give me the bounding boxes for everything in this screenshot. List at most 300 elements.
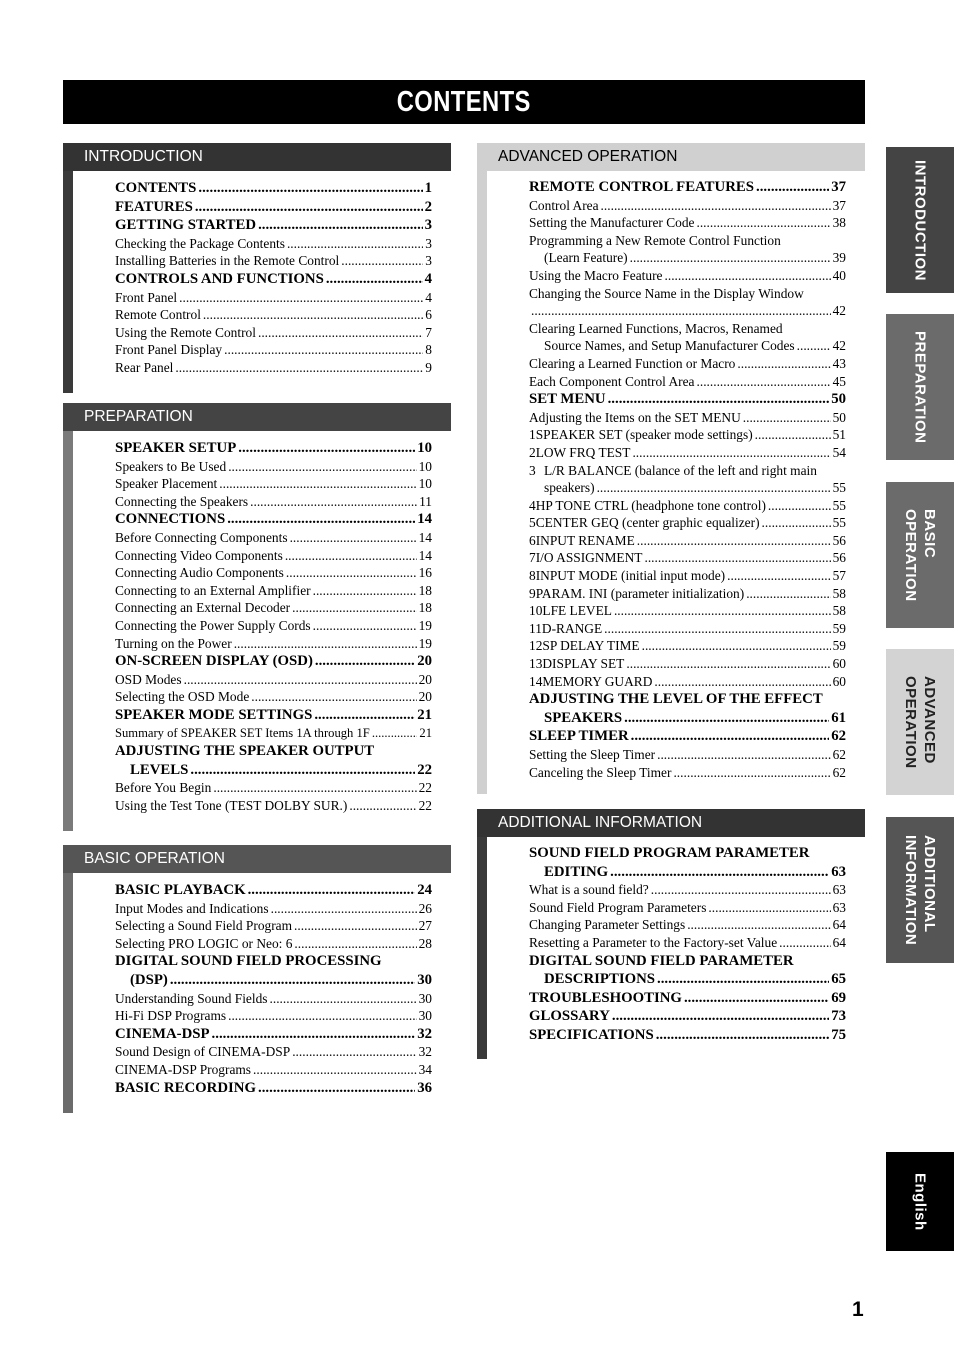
toc-entry[interactable] (115, 1079, 432, 1098)
toc-leader-dots (642, 637, 831, 655)
toc-entry-page: 63 (832, 882, 846, 898)
toc-entry[interactable] (529, 655, 846, 673)
toc-entry-page: 51 (832, 427, 846, 443)
toc-leader-dots (294, 917, 417, 935)
section-additional-information (477, 809, 865, 1059)
toc-entry[interactable] (529, 989, 846, 1008)
toc-entry-page: 61 (831, 709, 846, 726)
toc-entry-page: 1 (424, 180, 432, 196)
toc-entry[interactable] (115, 779, 432, 797)
toc-entry[interactable] (115, 439, 432, 458)
toc-entry-number: 8 (529, 568, 536, 584)
section-introduction (63, 143, 451, 393)
toc-entry-page: 24 (417, 882, 432, 898)
toc-entry[interactable] (529, 1007, 846, 1026)
toc-entry-number: 9 (529, 585, 536, 601)
toc-entry[interactable] (115, 671, 432, 689)
toc-leader-dots (198, 179, 422, 198)
toc-entry-title: Sound Design of CINEMA-DSP (115, 1044, 291, 1060)
contents-title-banner (63, 80, 865, 124)
toc-leader-dots (238, 439, 415, 458)
toc-entry-page: 64 (832, 917, 846, 933)
toc-entry-number: 6 (529, 532, 536, 548)
toc-entry-title: SLEEP TIMER (529, 728, 629, 745)
toc-leader-dots (224, 341, 423, 359)
section-heading: BASIC OPERATION (63, 845, 451, 873)
toc-entry-title: REMOTE CONTROL FEATURES (529, 179, 755, 195)
toc-entry-number: 13 (529, 656, 543, 672)
toc-entry-title: SET MENU (529, 391, 606, 408)
toc-entry-page: 30 (418, 990, 432, 1006)
toc-entry[interactable] (529, 320, 846, 338)
toc-leader-dots (601, 197, 831, 215)
toc-leader-dots (250, 493, 417, 511)
toc-entry-page: 55 (832, 497, 846, 513)
toc-entry-title: Front Panel (115, 289, 178, 305)
toc-entry-title: Using the Test Tone (TEST DOLBY SUR.) (115, 797, 348, 813)
toc-entry-title: Understanding Sound Fields (115, 990, 268, 1006)
toc-entry[interactable] (115, 652, 432, 671)
toc-leader-dots (349, 797, 416, 815)
toc-entry-title: SPEAKERS (544, 709, 623, 726)
toc-leader-dots (290, 529, 417, 547)
toc-entry[interactable] (529, 764, 846, 782)
toc-entry[interactable] (529, 497, 846, 515)
section-advanced-operation (477, 143, 865, 794)
toc-leader-dots (657, 970, 829, 989)
toc-entry[interactable] (529, 709, 846, 728)
toc-entry[interactable] (529, 426, 846, 444)
toc-leader-dots (253, 1061, 417, 1079)
toc-leader-dots (228, 458, 416, 476)
toc-entry-title: Source Names, and Setup Manufacturer Codes (544, 338, 795, 354)
toc-entry-page: 19 (418, 617, 432, 633)
toc-entry-number: 14 (529, 673, 543, 689)
toc-entry[interactable] (115, 289, 432, 307)
toc-entry-page: 42 (832, 303, 846, 319)
toc-leader-dots (326, 270, 423, 289)
toc-entry-title: Control Area (529, 197, 599, 213)
toc-entry-page: 22 (417, 761, 432, 778)
toc-entry-page: 20 (418, 689, 432, 705)
toc-entry-page: 18 (418, 600, 432, 616)
toc-leader-dots (687, 916, 830, 934)
toc-entry[interactable] (115, 635, 432, 653)
toc-entry[interactable] (529, 337, 846, 355)
toc-leader-dots (313, 582, 417, 600)
toc-entry-page: 43 (832, 355, 846, 371)
toc-entry[interactable] (115, 510, 432, 529)
toc-entry-title: Sound Field Program Parameters (529, 899, 707, 915)
toc-entry-title: Changing Parameter Settings (529, 917, 686, 933)
toc-entry[interactable] (529, 355, 846, 373)
page-number: 1 (852, 1298, 864, 1321)
toc-entry[interactable] (529, 232, 846, 250)
toc-entry[interactable] (115, 797, 432, 815)
toc-leader-dots (286, 564, 417, 582)
toc-entry[interactable] (115, 881, 432, 900)
tab-english[interactable]: English (886, 1152, 954, 1251)
toc-entry-page: 58 (832, 585, 846, 601)
toc-leader-dots (644, 549, 830, 567)
toc-leader-dots (614, 602, 831, 620)
toc-list (529, 178, 846, 781)
toc-entry-title: Programming a New Remote Control Function (529, 232, 781, 248)
toc-entry-title: HP TONE CTRL (headphone tone control) (535, 497, 766, 513)
toc-leader-dots (762, 514, 831, 532)
toc-entry[interactable] (115, 761, 432, 780)
toc-entry[interactable] (115, 216, 432, 235)
toc-entry-title: speakers) (544, 480, 595, 496)
toc-entry[interactable] (115, 725, 432, 743)
toc-entry-title: INPUT MODE (initial input mode) (535, 568, 726, 584)
toc-entry-title: MEMORY GUARD (542, 673, 653, 689)
toc-leader-dots (612, 1007, 829, 1026)
toc-entry-title: DISPLAY SET (542, 656, 625, 672)
toc-entry-title: Adjusting the Items on the SET MENU (529, 409, 741, 425)
toc-entry[interactable] (115, 900, 432, 918)
toc-leader-dots (372, 725, 418, 743)
toc-entry[interactable] (529, 1026, 846, 1045)
toc-entry[interactable] (115, 270, 432, 289)
toc-entry-title: Front Panel Display (115, 342, 223, 358)
toc-leader-dots (294, 935, 416, 953)
toc-entry[interactable] (529, 863, 846, 882)
toc-entry[interactable] (115, 582, 432, 600)
toc-entry-title: Rear Panel (115, 359, 174, 375)
toc-entry-title: (DSP) (130, 971, 168, 988)
toc-entry[interactable] (115, 917, 432, 935)
toc-entry-title: Connecting the Power Supply Cords (115, 617, 311, 633)
toc-entry-page: 38 (832, 215, 846, 231)
toc-entry-page: 42 (832, 338, 846, 354)
toc-entry[interactable] (529, 844, 846, 863)
tab-basic-operation[interactable]: BASIC OPERATION (886, 482, 954, 628)
toc-entry-page: 10 (418, 476, 432, 492)
toc-entry[interactable] (115, 458, 432, 476)
toc-entry[interactable] (529, 214, 846, 232)
toc-leader-dots (746, 585, 830, 603)
toc-entry-title: GETTING STARTED (115, 217, 257, 234)
toc-entry[interactable] (115, 359, 432, 377)
toc-entry[interactable] (529, 197, 846, 215)
toc-entry-page: 4 (425, 289, 432, 305)
toc-entry-title: CONNECTIONS (115, 511, 226, 528)
toc-entry[interactable] (115, 706, 432, 725)
toc-entry[interactable] (529, 302, 846, 320)
toc-leader-dots (630, 249, 831, 267)
toc-entry[interactable] (115, 564, 432, 582)
toc-entry[interactable] (529, 916, 846, 934)
toc-entry-page: 62 (832, 764, 846, 780)
tab-additional-information[interactable]: ADDITIONAL INFORMATION (886, 817, 954, 963)
toc-entry-title: Connecting Video Components (115, 547, 283, 563)
toc-entry-title: DIGITAL SOUND FIELD PARAMETER (529, 952, 794, 969)
toc-entry-title: Checking the Package Contents (115, 235, 285, 251)
toc-entry-page: 57 (832, 568, 846, 584)
toc-entry-title: INPUT RENAME (535, 532, 635, 548)
toc-leader-dots (737, 355, 830, 373)
toc-leader-dots (227, 510, 415, 529)
toc-entry-title: Connecting to an External Amplifier (115, 582, 311, 598)
toc-entry-number: 11 (529, 620, 542, 636)
toc-entry-page: 14 (418, 529, 432, 545)
toc-entry-page: 37 (832, 197, 846, 213)
toc-entry[interactable] (529, 267, 846, 285)
toc-entry[interactable] (115, 1007, 432, 1025)
toc-entry[interactable] (115, 306, 432, 324)
toc-entry[interactable] (529, 602, 846, 620)
toc-entry[interactable] (115, 935, 432, 953)
toc-entry[interactable] (529, 462, 846, 480)
toc-leader-dots (285, 547, 417, 565)
toc-entry-title: LEVELS (130, 761, 189, 778)
toc-leader-dots (315, 652, 415, 671)
toc-entry-title: CINEMA-DSP Programs (115, 1061, 252, 1077)
toc-entry[interactable] (115, 235, 432, 253)
toc-entry[interactable] (529, 249, 846, 267)
toc-entry[interactable] (529, 409, 846, 427)
toc-entry-page: 10 (418, 458, 432, 474)
toc-leader-dots (258, 324, 423, 342)
toc-leader-dots (656, 1026, 829, 1045)
toc-entry[interactable] (529, 673, 846, 691)
toc-entry[interactable] (529, 585, 846, 603)
toc-entry-page: 10 (417, 440, 432, 456)
section-preparation (63, 403, 451, 831)
toc-entry[interactable] (529, 899, 846, 917)
toc-entry-page: 69 (831, 989, 846, 1006)
toc-entry[interactable] (529, 952, 846, 971)
toc-entry[interactable] (529, 727, 846, 746)
toc-entry-title: Selecting a Sound Field Program (115, 918, 293, 934)
toc-entry-page: 27 (418, 918, 432, 934)
toc-entry[interactable] (115, 990, 432, 1008)
toc-entry[interactable] (529, 532, 846, 550)
toc-leader-dots (179, 289, 423, 307)
toc-entry[interactable] (115, 529, 432, 547)
toc-entry[interactable] (115, 1061, 432, 1079)
toc-entry-title: GLOSSARY (529, 1008, 610, 1025)
toc-entry-page: 50 (831, 391, 846, 408)
toc-leader-dots (657, 746, 831, 764)
toc-entry-title: TROUBLESHOOTING (529, 989, 682, 1006)
toc-entry[interactable] (529, 285, 846, 303)
toc-entry[interactable] (115, 341, 432, 359)
toc-entry[interactable] (529, 934, 846, 952)
toc-leader-dots (292, 1043, 416, 1061)
toc-entry-title: Resetting a Parameter to the Factory-set Value (529, 934, 778, 950)
toc-entry-title: SP DELAY TIME (542, 638, 640, 654)
toc-entry-page: 7 (425, 324, 432, 340)
toc-entry-page: 75 (831, 1026, 846, 1043)
toc-entry-page: 62 (832, 747, 846, 762)
toc-entry[interactable] (115, 742, 432, 761)
toc-entry-page: 21 (419, 725, 432, 740)
toc-entry-title: Setting the Manufacturer Code (529, 215, 695, 231)
toc-entry[interactable] (115, 324, 432, 342)
toc-entry-page: 14 (418, 547, 432, 563)
toc-entry[interactable] (115, 599, 432, 617)
toc-entry-title: Input Modes and Indications (115, 900, 269, 916)
toc-leader-dots (190, 761, 415, 780)
toc-entry-title: Using the Remote Control (115, 324, 256, 340)
toc-entry[interactable] (115, 617, 432, 635)
toc-leader-dots (673, 764, 830, 782)
tab-introduction[interactable]: INTRODUCTION (886, 147, 954, 293)
toc-entry-title: EDITING (544, 863, 609, 880)
toc-entry-title: Speakers to Be Used (115, 458, 227, 474)
toc-entry-page: 54 (832, 444, 846, 460)
toc-entry[interactable] (115, 1025, 432, 1044)
toc-entry[interactable] (115, 952, 432, 971)
toc-entry-page: 22 (418, 797, 432, 813)
toc-leader-dots (797, 337, 831, 355)
toc-leader-dots (631, 727, 830, 746)
toc-entry-number: 2 (529, 444, 536, 460)
toc-entry-title: Turning on the Power (115, 635, 232, 651)
toc-entry-title: Remote Control (115, 307, 201, 323)
toc-entry-title: BASIC RECORDING (115, 1079, 257, 1096)
toc-entry-page: 60 (832, 673, 846, 689)
toc-leader-dots (608, 390, 830, 409)
toc-entry-page: 32 (417, 1025, 432, 1042)
toc-entry-page: 62 (831, 728, 846, 745)
toc-entry[interactable] (529, 373, 846, 391)
toc-entry-title: Selecting PRO LOGIC or Neo: 6 (115, 935, 293, 951)
toc-leader-dots (665, 267, 831, 285)
toc-entry-page: 64 (832, 934, 846, 950)
toc-entry-title: ON-SCREEN DISPLAY (OSD) (115, 653, 313, 670)
toc-entry-title: CONTROLS AND FUNCTIONS (115, 270, 324, 287)
toc-entry-number: 4 (529, 497, 536, 513)
toc-entry[interactable] (115, 688, 432, 706)
tab-advanced-operation[interactable]: ADVANCED OPERATION (886, 649, 954, 795)
toc-leader-dots (696, 214, 830, 232)
toc-entry-number: 3 (529, 462, 536, 478)
toc-list (115, 179, 432, 377)
toc-leader-dots (203, 306, 423, 324)
toc-entry-page: 4 (424, 270, 432, 287)
toc-entry-page: 21 (417, 706, 432, 723)
toc-entry-title: Connecting an External Decoder (115, 600, 291, 616)
toc-entry-title: Clearing a Learned Function or Macro (529, 355, 736, 371)
toc-entry[interactable] (529, 746, 846, 764)
toc-entry-page: 37 (831, 179, 846, 195)
toc-entry-title: SPEAKER MODE SETTINGS (115, 706, 313, 723)
toc-entry-number: 7 (529, 550, 536, 566)
toc-leader-dots (228, 1007, 417, 1025)
toc-entry-title: SPECIFICATIONS (529, 1026, 654, 1043)
toc-entry-page: 14 (417, 511, 432, 528)
toc-entry-title: Connecting the Speakers (115, 493, 249, 509)
toc-entry-page: 22 (418, 780, 432, 796)
toc-entry-title: SPEAKER SETUP (115, 440, 237, 456)
toc-entry[interactable] (115, 547, 432, 565)
toc-entry-title: L/R BALANCE (balance of the left and right main (544, 462, 817, 478)
toc-entry-title: CINEMA-DSP (115, 1025, 210, 1042)
toc-entry[interactable] (115, 475, 432, 493)
toc-leader-dots (270, 990, 417, 1008)
toc-entry[interactable] (529, 390, 846, 409)
section-basic-operation (63, 845, 451, 1113)
toc-entry-title: Setting the Sleep Timer (529, 747, 656, 762)
toc-entry-title: OSD Modes (115, 671, 182, 687)
toc-entry[interactable] (115, 1043, 432, 1061)
toc-leader-dots (251, 688, 416, 706)
section-heading: INTRODUCTION (63, 143, 451, 171)
toc-entry-page: 65 (831, 971, 846, 988)
toc-leader-dots (212, 1025, 416, 1044)
tab-preparation[interactable]: PREPARATION (886, 314, 954, 460)
toc-entry[interactable] (529, 479, 846, 497)
toc-entry-page: 8 (425, 342, 432, 358)
toc-entry-page: 45 (832, 373, 846, 389)
toc-entry-title: LFE LEVEL (542, 603, 612, 619)
toc-leader-dots (610, 863, 829, 882)
toc-list (529, 844, 846, 1045)
toc-leader-dots (727, 567, 830, 585)
toc-entry[interactable] (529, 444, 846, 462)
toc-entry[interactable] (529, 178, 846, 197)
toc-leader-dots (626, 655, 830, 673)
toc-entry-title: Installing Batteries in the Remote Control (115, 253, 340, 269)
toc-leader-dots (271, 900, 417, 918)
toc-entry-title: ADJUSTING THE SPEAKER OUTPUT (115, 743, 375, 760)
toc-entry-title: Before Connecting Components (115, 529, 288, 545)
toc-leader-dots (313, 617, 417, 635)
section-heading: PREPARATION (63, 403, 451, 431)
toc-entry[interactable] (529, 567, 846, 585)
toc-entry-title: Connecting Audio Components (115, 565, 284, 581)
toc-entry[interactable] (115, 179, 432, 198)
toc-entry-title: SPEAKER SET (speaker mode settings) (535, 427, 753, 443)
toc-entry[interactable] (115, 493, 432, 511)
toc-entry-page: 16 (418, 565, 432, 581)
toc-entry[interactable] (529, 881, 846, 899)
toc-entry-page: 11 (419, 493, 432, 509)
toc-entry[interactable] (115, 971, 432, 990)
toc-entry[interactable] (115, 252, 432, 270)
toc-entry-title: Canceling the Sleep Timer (529, 764, 672, 780)
toc-entry[interactable] (529, 620, 846, 638)
toc-entry-page: 19 (418, 635, 432, 651)
toc-entry-page: 36 (417, 1079, 432, 1096)
toc-list (115, 881, 432, 1097)
toc-entry[interactable] (529, 690, 846, 709)
toc-entry-page: 32 (418, 1044, 432, 1060)
toc-entry[interactable] (529, 637, 846, 655)
toc-leader-dots (314, 706, 415, 725)
toc-entry[interactable] (529, 970, 846, 989)
toc-entry[interactable] (529, 549, 846, 567)
toc-leader-dots (743, 409, 831, 427)
toc-leader-dots (258, 1079, 415, 1098)
toc-leader-dots (708, 899, 830, 917)
toc-entry[interactable] (115, 198, 432, 217)
toc-entry-page: 20 (418, 671, 432, 687)
toc-leader-dots (624, 709, 829, 728)
toc-entry-title: Before You Begin (115, 780, 212, 796)
toc-leader-dots (597, 479, 831, 497)
toc-entry[interactable] (529, 514, 846, 532)
toc-entry-page: 30 (418, 1008, 432, 1024)
toc-entry-number: 5 (529, 515, 536, 531)
toc-leader-dots (684, 989, 829, 1008)
toc-entry-page: 3 (425, 253, 432, 269)
section-heading: ADDITIONAL INFORMATION (477, 809, 865, 837)
toc-entry-page: 26 (418, 900, 432, 916)
